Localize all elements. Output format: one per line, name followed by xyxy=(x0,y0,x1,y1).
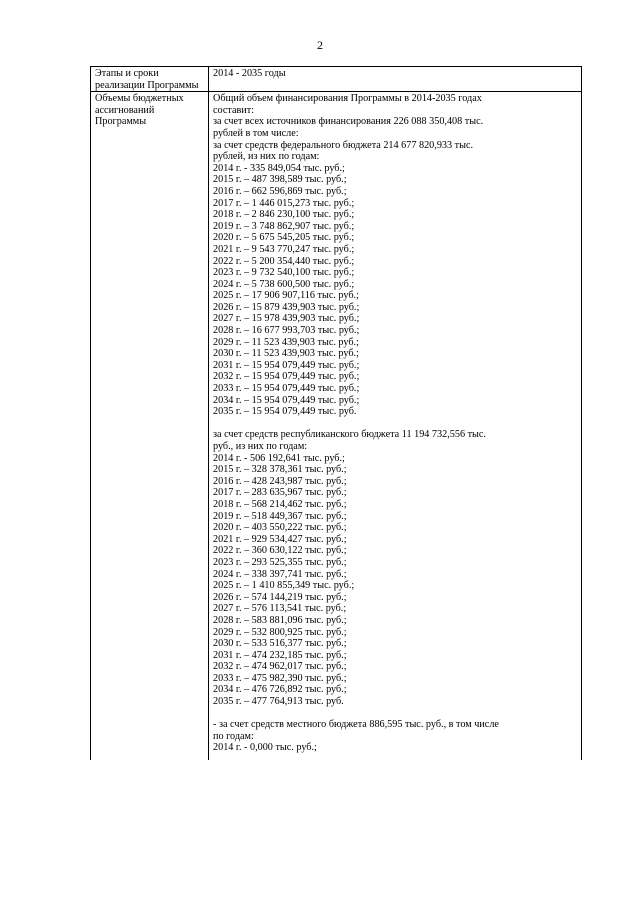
federal-year-line: 2022 г. – 5 200 354,440 тыс. руб.; xyxy=(213,255,355,267)
republic-text-line: руб., из них по годам: xyxy=(213,441,308,452)
republic-year-line: 2025 г. – 1 410 855,349 тыс. руб.; xyxy=(213,580,355,592)
republic-year-line: 2018 г. – 568 214,462 тыс. руб.; xyxy=(213,498,347,510)
federal-year-line: 2025 г. – 17 906 907,116 тыс. руб.; xyxy=(213,290,359,302)
republic-year-line: 2015 г. – 328 378,361 тыс. руб.; xyxy=(213,464,347,476)
funding-text-line: рублей в том числе: xyxy=(213,127,299,139)
republic-year-line: 2028 г. – 583 881,096 тыс. руб.; xyxy=(213,614,347,626)
federal-year-line: 2032 г. – 15 954 079,449 тыс. руб.; xyxy=(213,371,360,383)
republic-year-line: 2034 г. – 476 726,892 тыс. руб.; xyxy=(213,684,347,696)
local-text-line: - за счет средств местного бюджета 886,595 тыс. руб., в том числе xyxy=(213,719,499,731)
row-value-stages: 2014 - 2035 годы xyxy=(209,67,582,92)
republic-year-line: 2017 г. – 283 635,967 тыс. руб.; xyxy=(213,487,347,499)
federal-year-line: 2024 г. – 5 738 600,500 тыс. руб.; xyxy=(213,278,355,290)
republic-year-line: 2014 г. - 506 192,641 тыс. руб.; xyxy=(213,452,345,464)
republic-year-line: 2033 г. – 475 982,390 тыс. руб.; xyxy=(213,672,347,684)
republic-intro xyxy=(213,429,577,452)
federal-year-line: 2026 г. – 15 879 439,903 тыс. руб.; xyxy=(213,301,360,313)
federal-year-line: 2031 г. – 15 954 079,449 тыс. руб.; xyxy=(213,359,360,371)
federal-year-line: 2033 г. – 15 954 079,449 тыс. руб.; xyxy=(213,383,360,395)
federal-year-line: 2030 г. – 11 523 439,903 тыс. руб.; xyxy=(213,348,359,360)
funding-text-line: рублей, из них по годам: xyxy=(213,151,320,163)
federal-year-line: 2034 г. – 15 954 079,449 тыс. руб.; xyxy=(213,394,360,406)
republic-year-line: 2026 г. – 574 144,219 тыс. руб.; xyxy=(213,591,347,603)
local-intro xyxy=(213,719,577,742)
republic-year-line: 2019 г. – 518 449,367 тыс. руб.; xyxy=(213,510,347,522)
federal-year-line: 2016 г. – 662 596,869 тыс. руб.; xyxy=(213,185,347,197)
funding-text-line: составит: xyxy=(213,104,255,116)
republic-year-line: 2030 г. – 533 516,377 тыс. руб.; xyxy=(213,638,347,650)
row-value-funding xyxy=(209,92,582,760)
funding-text-line: Общий объем финансирования Программы в 2014-2035 годах xyxy=(213,93,482,105)
funding-text-line: за счет средств федерального бюджета 214 677 820,933 тыс. xyxy=(213,139,474,151)
funding-text-line: за счет всех источников финансирования 226 088 350,408 тыс. xyxy=(213,116,484,128)
row-label-funding: Объемы бюджетных ассигнований Программы xyxy=(91,92,209,760)
republic-year-line: 2021 г. – 929 534,427 тыс. руб.; xyxy=(213,533,347,545)
federal-year-line: 2027 г. – 15 978 439,903 тыс. руб.; xyxy=(213,313,360,325)
federal-year-line: 2028 г. – 16 677 993,703 тыс. руб.; xyxy=(213,325,360,337)
federal-year-line: 2019 г. – 3 748 862,907 тыс. руб.; xyxy=(213,220,355,232)
table-row-stages xyxy=(91,67,582,92)
funding-intro xyxy=(213,93,577,163)
federal-year-line: 2015 г. – 487 398,589 тыс. руб.; xyxy=(213,174,347,186)
table-row-funding xyxy=(91,92,582,760)
federal-year-line: 2020 г. – 5 675 545,205 тыс. руб.; xyxy=(213,232,355,244)
republic-year-line: 2029 г. – 532 800,925 тыс. руб.; xyxy=(213,626,347,638)
republic-year-line: 2023 г. – 293 525,355 тыс. руб.; xyxy=(213,556,347,568)
local-text-line: по годам: xyxy=(213,730,254,742)
local-year-line: 2014 г. - 0,000 тыс. руб.; xyxy=(213,742,317,754)
federal-year-line: 2018 г. – 2 846 230,100 тыс. руб.; xyxy=(213,209,355,221)
republic-text-line: за счет средств республиканского бюджета 11 194 732,556 тыс. xyxy=(213,429,486,441)
republic-year-line: 2016 г. – 428 243,987 тыс. руб.; xyxy=(213,475,347,487)
federal-year-line: 2023 г. – 9 732 540,100 тыс. руб.; xyxy=(213,267,355,279)
federal-year-line: 2035 г. – 15 954 079,449 тыс. руб. xyxy=(213,406,357,418)
federal-year-line: 2029 г. – 11 523 439,903 тыс. руб.; xyxy=(213,336,359,348)
republic-year-line: 2022 г. – 360 630,122 тыс. руб.; xyxy=(213,545,347,557)
row-label-stages: Этапы и сроки реализации Программы xyxy=(91,67,209,92)
page-number: 2 xyxy=(317,38,323,52)
republic-year-line: 2024 г. – 338 397,741 тыс. руб.; xyxy=(213,568,347,580)
local-years-list xyxy=(213,742,577,754)
republic-year-line: 2020 г. – 403 550,222 тыс. руб.; xyxy=(213,522,347,534)
federal-year-line: 2017 г. – 1 446 015,273 тыс. руб.; xyxy=(213,197,355,209)
program-parameters-table xyxy=(90,66,582,760)
republic-year-line: 2035 г. – 477 764,913 тыс. руб. xyxy=(213,696,344,708)
federal-year-line: 2014 г. - 335 849,054 тыс. руб.; xyxy=(213,162,345,174)
republic-year-line: 2032 г. – 474 962,017 тыс. руб.; xyxy=(213,661,347,673)
republic-year-line: 2031 г. – 474 232,185 тыс. руб.; xyxy=(213,649,347,661)
republic-year-line: 2027 г. – 576 113,541 тыс. руб.; xyxy=(213,603,347,615)
federal-years-list xyxy=(213,163,577,418)
federal-year-line: 2021 г. – 9 543 770,247 тыс. руб.; xyxy=(213,243,355,255)
republic-years-list xyxy=(213,453,577,708)
